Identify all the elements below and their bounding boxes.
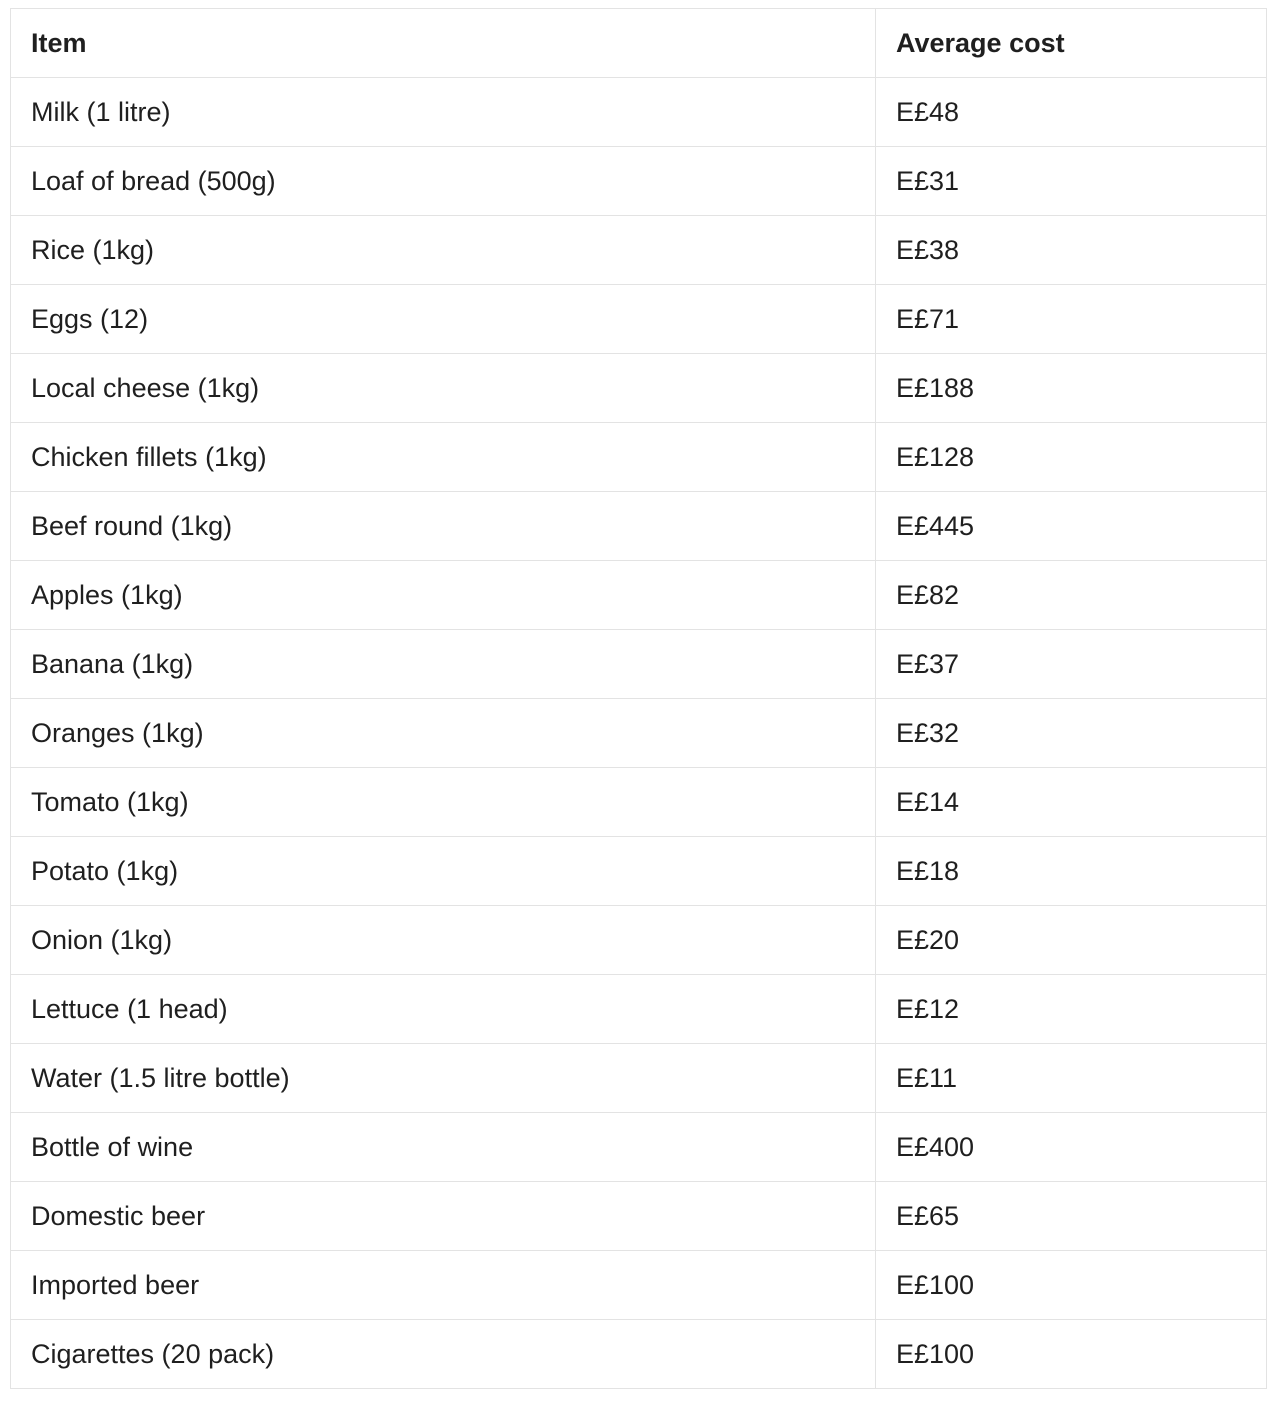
header-item: Item — [11, 9, 876, 78]
item-cell: Lettuce (1 head) — [11, 975, 876, 1044]
cost-cell: E£48 — [876, 78, 1267, 147]
item-cell: Local cheese (1kg) — [11, 354, 876, 423]
table-row — [11, 1251, 1267, 1320]
table-row — [11, 285, 1267, 354]
cost-cell: E£37 — [876, 630, 1267, 699]
table-row — [11, 216, 1267, 285]
item-cell: Tomato (1kg) — [11, 768, 876, 837]
table-row — [11, 1113, 1267, 1182]
table-header-row — [11, 9, 1267, 78]
cost-cell: E£18 — [876, 837, 1267, 906]
item-cell: Oranges (1kg) — [11, 699, 876, 768]
cost-cell: E£71 — [876, 285, 1267, 354]
table-row — [11, 975, 1267, 1044]
cost-cell: E£32 — [876, 699, 1267, 768]
item-cell: Water (1.5 litre bottle) — [11, 1044, 876, 1113]
item-cell: Beef round (1kg) — [11, 492, 876, 561]
item-cell: Bottle of wine — [11, 1113, 876, 1182]
item-cell: Cigarettes (20 pack) — [11, 1320, 876, 1389]
item-cell: Loaf of bread (500g) — [11, 147, 876, 216]
table-row — [11, 1320, 1267, 1389]
table-row — [11, 354, 1267, 423]
item-cell: Milk (1 litre) — [11, 78, 876, 147]
table-row — [11, 423, 1267, 492]
cost-cell: E£82 — [876, 561, 1267, 630]
cost-table — [10, 8, 1267, 1389]
table-row — [11, 630, 1267, 699]
table-row — [11, 561, 1267, 630]
cost-cell: E£31 — [876, 147, 1267, 216]
table-row — [11, 699, 1267, 768]
table-row — [11, 492, 1267, 561]
table-row — [11, 1044, 1267, 1113]
cost-table-container — [10, 8, 1266, 1389]
cost-cell: E£65 — [876, 1182, 1267, 1251]
cost-cell: E£11 — [876, 1044, 1267, 1113]
item-cell: Banana (1kg) — [11, 630, 876, 699]
table-row — [11, 906, 1267, 975]
header-average-cost: Average cost — [876, 9, 1267, 78]
item-cell: Domestic beer — [11, 1182, 876, 1251]
item-cell: Apples (1kg) — [11, 561, 876, 630]
cost-cell: E£100 — [876, 1320, 1267, 1389]
item-cell: Potato (1kg) — [11, 837, 876, 906]
item-cell: Eggs (12) — [11, 285, 876, 354]
cost-cell: E£100 — [876, 1251, 1267, 1320]
cost-cell: E£128 — [876, 423, 1267, 492]
table-row — [11, 78, 1267, 147]
table-row — [11, 837, 1267, 906]
table-row — [11, 768, 1267, 837]
cost-cell: E£20 — [876, 906, 1267, 975]
table-row — [11, 1182, 1267, 1251]
item-cell: Onion (1kg) — [11, 906, 876, 975]
table-row — [11, 147, 1267, 216]
cost-cell: E£12 — [876, 975, 1267, 1044]
cost-cell: E£400 — [876, 1113, 1267, 1182]
table-body — [11, 78, 1267, 1389]
cost-cell: E£188 — [876, 354, 1267, 423]
item-cell: Imported beer — [11, 1251, 876, 1320]
item-cell: Rice (1kg) — [11, 216, 876, 285]
item-cell: Chicken fillets (1kg) — [11, 423, 876, 492]
cost-cell: E£445 — [876, 492, 1267, 561]
cost-cell: E£38 — [876, 216, 1267, 285]
cost-cell: E£14 — [876, 768, 1267, 837]
